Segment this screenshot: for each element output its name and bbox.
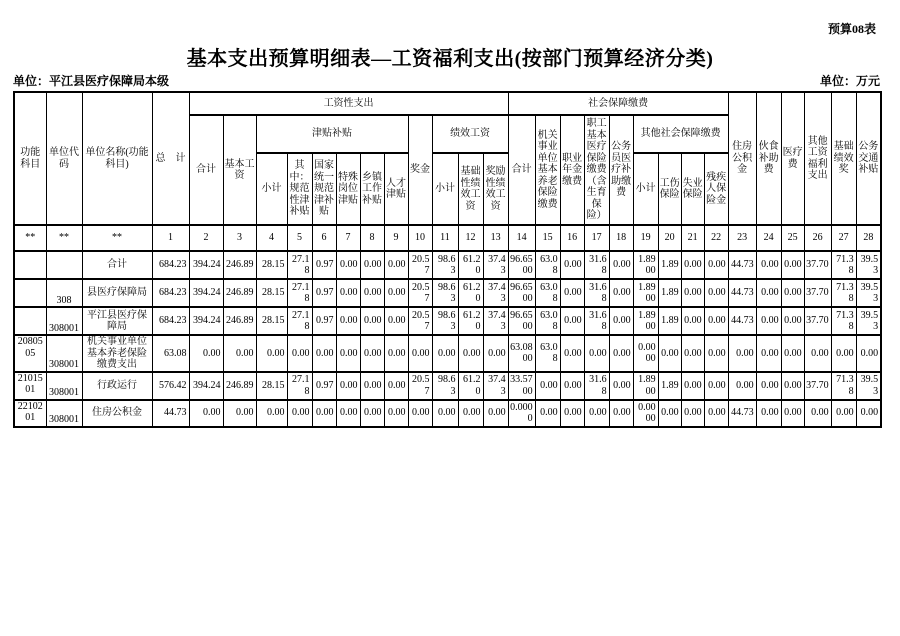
cell-value: 0.00 xyxy=(658,335,681,372)
cell-value: 0.00 xyxy=(560,279,584,307)
cell-value: 28.15 xyxy=(256,307,287,335)
column-index-5: 5 xyxy=(287,225,312,251)
header-allowance-township: 乡镇工作补贴 xyxy=(360,153,384,225)
cell-value: 0.00 xyxy=(609,335,633,372)
cell-value: 0.00 xyxy=(336,307,360,335)
cell-value: 0.97 xyxy=(312,372,336,400)
cell-value: 0.00 xyxy=(728,335,756,372)
cell-value: 246.89 xyxy=(223,307,256,335)
cell-value: 0.00 xyxy=(609,279,633,307)
column-index-6: 6 xyxy=(312,225,336,251)
page-title: 基本支出预算明细表—工资福利支出(按部门预算经济分类) xyxy=(186,48,714,70)
header-allowance-subtotal: 小计 xyxy=(256,153,287,225)
cell-value: 394.24 xyxy=(189,251,223,279)
cell-value: 0.00 xyxy=(189,400,223,427)
cell-functional-code: 2210201 xyxy=(14,400,46,427)
cell-value: 1.89 xyxy=(658,251,681,279)
cell-value: 0.00 xyxy=(432,335,458,372)
cell-value: 61.20 xyxy=(458,307,483,335)
cell-value: 0.00 xyxy=(704,400,728,427)
cell-unit-name: 机关事业单位基本养老保险缴费支出 xyxy=(82,335,152,372)
cell-functional-code xyxy=(14,279,46,307)
cell-value: 37.43 xyxy=(483,251,508,279)
cell-value: 394.24 xyxy=(189,307,223,335)
cell-value: 246.89 xyxy=(223,372,256,400)
cell-value: 61.20 xyxy=(458,251,483,279)
cell-value: 0.00 xyxy=(756,372,781,400)
header-functional-subject: 功能科目 xyxy=(14,92,46,225)
column-index-15: 15 xyxy=(535,225,560,251)
column-index-26: 26 xyxy=(804,225,831,251)
cell-value: 0.00 xyxy=(781,307,804,335)
cell-value: 28.15 xyxy=(256,251,287,279)
cell-value: 0.00 xyxy=(360,279,384,307)
header-meal-allowance: 伙食补助费 xyxy=(756,92,781,225)
cell-value: 71.38 xyxy=(831,372,856,400)
cell-value: 20.57 xyxy=(408,279,432,307)
cell-value: 0.00 xyxy=(560,335,584,372)
cell-value: 0.00 xyxy=(458,335,483,372)
column-index-21: 21 xyxy=(681,225,704,251)
cell-value: 0.00 xyxy=(781,251,804,279)
header-allowance-special-post: 特殊岗位津贴 xyxy=(336,153,360,225)
cell-value: 394.24 xyxy=(189,279,223,307)
cell-value: 0.00 xyxy=(781,279,804,307)
cell-unit-code: 308001 xyxy=(46,307,82,335)
cell-value: 37.43 xyxy=(483,307,508,335)
cell-value: 31.68 xyxy=(584,251,609,279)
column-index-unit-name: ** xyxy=(82,225,152,251)
budget-table xyxy=(13,91,882,428)
column-index-16: 16 xyxy=(560,225,584,251)
column-index-7: 7 xyxy=(336,225,360,251)
column-index-4: 4 xyxy=(256,225,287,251)
cell-value: 0.00 xyxy=(781,335,804,372)
header-wage-total: 合计 xyxy=(189,115,223,225)
cell-value: 0.00 xyxy=(384,400,408,427)
cell-value: 0.00 xyxy=(756,335,781,372)
cell-value: 63.0800 xyxy=(508,335,535,372)
cell-value: 71.38 xyxy=(831,307,856,335)
cell-value: 37.70 xyxy=(804,279,831,307)
column-index-28: 28 xyxy=(856,225,881,251)
cell-value: 96.6500 xyxy=(508,279,535,307)
cell-value: 31.68 xyxy=(584,279,609,307)
header-allowance-national: 国家统一规范津补贴 xyxy=(312,153,336,225)
cell-value: 1.89 xyxy=(658,307,681,335)
cell-value: 27.18 xyxy=(287,279,312,307)
cell-unit-name: 住房公积金 xyxy=(82,400,152,427)
cell-value: 37.43 xyxy=(483,279,508,307)
cell-value: 39.53 xyxy=(856,279,881,307)
cell-value: 28.15 xyxy=(256,372,287,400)
cell-value: 0.00 xyxy=(360,400,384,427)
cell-value: 37.70 xyxy=(804,251,831,279)
cell-value: 20.57 xyxy=(408,372,432,400)
cell-value: 394.24 xyxy=(189,372,223,400)
cell-value: 0.00 xyxy=(432,400,458,427)
cell-unit-code xyxy=(46,251,82,279)
header-perf-basic: 基础性绩效工资 xyxy=(458,153,483,225)
cell-value: 0.00 xyxy=(681,251,704,279)
cell-value: 0.0000 xyxy=(633,400,658,427)
cell-value: 0.00 xyxy=(560,251,584,279)
unit-currency-label: 单位：万元 xyxy=(819,74,880,88)
table-row xyxy=(14,279,881,307)
form-id-label: 预算08表 xyxy=(827,22,876,36)
cell-value: 44.73 xyxy=(728,307,756,335)
cell-value: 98.63 xyxy=(432,372,458,400)
cell-value: 0.00 xyxy=(560,307,584,335)
meta-row xyxy=(13,72,880,89)
cell-value: 684.23 xyxy=(152,251,189,279)
cell-value: 0.00 xyxy=(408,400,432,427)
cell-value: 1.8900 xyxy=(633,251,658,279)
cell-value: 0.00 xyxy=(189,335,223,372)
header-grand-total: 总 计 xyxy=(152,92,189,225)
cell-value: 0.00 xyxy=(756,251,781,279)
cell-value: 0.00 xyxy=(681,307,704,335)
cell-value: 0.00 xyxy=(336,400,360,427)
cell-value: 0.00 xyxy=(287,335,312,372)
header-group-other-social: 其他社会保障缴费 xyxy=(633,115,728,153)
cell-value: 0.00 xyxy=(312,335,336,372)
header-disability-fund: 残疾人保险金 xyxy=(704,153,728,225)
cell-value: 0.00 xyxy=(609,400,633,427)
cell-value: 63.08 xyxy=(535,251,560,279)
header-allowance-talent: 人才津贴 xyxy=(384,153,408,225)
column-index-24: 24 xyxy=(756,225,781,251)
cell-value: 0.97 xyxy=(312,307,336,335)
table-row xyxy=(14,335,881,372)
cell-unit-name: 县医疗保障局 xyxy=(82,279,152,307)
column-index-14: 14 xyxy=(508,225,535,251)
cell-value: 0.00 xyxy=(756,400,781,427)
header-social-annuity: 职业年金缴费 xyxy=(560,115,584,225)
cell-value: 27.18 xyxy=(287,251,312,279)
cell-value: 96.6500 xyxy=(508,307,535,335)
cell-value: 98.63 xyxy=(432,251,458,279)
cell-value: 33.5700 xyxy=(508,372,535,400)
table-row xyxy=(14,251,881,279)
cell-value: 20.57 xyxy=(408,307,432,335)
cell-value: 0.00 xyxy=(609,251,633,279)
cell-value: 0.00 xyxy=(584,335,609,372)
cell-value: 0.00 xyxy=(756,279,781,307)
cell-value: 20.57 xyxy=(408,251,432,279)
column-index-9: 9 xyxy=(384,225,408,251)
header-unit-name: 单位名称(功能科目) xyxy=(82,92,152,225)
cell-value: 0.00 xyxy=(681,372,704,400)
cell-value: 63.08 xyxy=(535,335,560,372)
column-index-unit-code: ** xyxy=(46,225,82,251)
cell-value: 39.53 xyxy=(856,251,881,279)
header-group-allowances: 津贴补贴 xyxy=(256,115,408,153)
header-medical-fee: 医疗费 xyxy=(781,92,804,225)
cell-value: 1.89 xyxy=(658,372,681,400)
header-group-social-security: 社会保障缴费 xyxy=(508,92,728,115)
header-unit-code: 单位代码 xyxy=(46,92,82,225)
cell-value: 0.00 xyxy=(336,279,360,307)
header-group-performance-pay: 绩效工资 xyxy=(432,115,508,153)
column-index-func: ** xyxy=(14,225,46,251)
cell-functional-code: 2101501 xyxy=(14,372,46,400)
cell-value: 0.00 xyxy=(781,400,804,427)
cell-value: 44.73 xyxy=(728,400,756,427)
column-index-row xyxy=(14,225,881,251)
cell-value: 98.63 xyxy=(432,307,458,335)
cell-value: 0.00 xyxy=(704,335,728,372)
header-bonus: 奖金 xyxy=(408,115,432,225)
cell-value: 44.73 xyxy=(728,251,756,279)
table-row xyxy=(14,400,881,427)
cell-value: 63.08 xyxy=(152,335,189,372)
cell-unit-code: 308001 xyxy=(46,372,82,400)
cell-value: 0.00 xyxy=(483,335,508,372)
cell-value: 684.23 xyxy=(152,279,189,307)
column-index-20: 20 xyxy=(658,225,681,251)
cell-value: 0.00 xyxy=(856,400,881,427)
cell-value: 0.0000 xyxy=(508,400,535,427)
header-unemployment-insurance: 失业保险 xyxy=(681,153,704,225)
table-row xyxy=(14,372,881,400)
header-other-welfare: 其他工资福利支出 xyxy=(804,92,831,225)
header-social-total: 合计 xyxy=(508,115,535,225)
cell-value: 0.00 xyxy=(804,400,831,427)
cell-value: 0.00 xyxy=(609,372,633,400)
cell-value: 0.00 xyxy=(831,400,856,427)
cell-value: 0.00 xyxy=(560,400,584,427)
cell-functional-code xyxy=(14,251,46,279)
column-index-2: 2 xyxy=(189,225,223,251)
cell-value: 27.18 xyxy=(287,307,312,335)
cell-value: 0.00 xyxy=(535,400,560,427)
cell-functional-code: 2080505 xyxy=(14,335,46,372)
cell-value: 39.53 xyxy=(856,307,881,335)
cell-value: 0.00 xyxy=(336,251,360,279)
header-allowance-standard: 其中：规范性津补贴 xyxy=(287,153,312,225)
cell-value: 0.00 xyxy=(704,279,728,307)
header-social-medical: 职工基本医疗保险缴费（含生育保险） xyxy=(584,115,609,225)
cell-value: 0.00 xyxy=(681,335,704,372)
cell-value: 0.00 xyxy=(256,335,287,372)
cell-value: 0.00 xyxy=(535,372,560,400)
unit-name-label: 单位：平江县医疗保障局本级 xyxy=(13,74,170,88)
column-index-27: 27 xyxy=(831,225,856,251)
column-index-10: 10 xyxy=(408,225,432,251)
cell-value: 0.00 xyxy=(584,400,609,427)
column-index-8: 8 xyxy=(360,225,384,251)
cell-value: 98.63 xyxy=(432,279,458,307)
cell-value: 37.70 xyxy=(804,307,831,335)
cell-value: 37.43 xyxy=(483,372,508,400)
cell-value: 31.68 xyxy=(584,307,609,335)
cell-value: 0.0000 xyxy=(633,335,658,372)
cell-unit-code: 308001 xyxy=(46,335,82,372)
header-basic-perf-award: 基础绩效奖 xyxy=(831,92,856,225)
header-row-1 xyxy=(14,92,881,115)
cell-value: 39.53 xyxy=(856,372,881,400)
cell-value: 0.00 xyxy=(609,307,633,335)
column-index-17: 17 xyxy=(584,225,609,251)
column-index-18: 18 xyxy=(609,225,633,251)
cell-value: 61.20 xyxy=(458,279,483,307)
cell-value: 0.97 xyxy=(312,251,336,279)
cell-value: 0.00 xyxy=(658,400,681,427)
header-other-social-subtotal: 小计 xyxy=(633,153,658,225)
cell-value: 44.73 xyxy=(728,279,756,307)
cell-value: 44.73 xyxy=(152,400,189,427)
cell-value: 1.8900 xyxy=(633,307,658,335)
cell-value: 0.00 xyxy=(360,335,384,372)
cell-value: 0.00 xyxy=(704,372,728,400)
cell-value: 0.00 xyxy=(756,307,781,335)
cell-value: 0.00 xyxy=(681,279,704,307)
cell-value: 0.00 xyxy=(336,335,360,372)
cell-value: 0.00 xyxy=(336,372,360,400)
cell-value: 96.6500 xyxy=(508,251,535,279)
column-index-11: 11 xyxy=(432,225,458,251)
cell-unit-name: 平江县医疗保障局 xyxy=(82,307,152,335)
cell-value: 37.70 xyxy=(804,372,831,400)
header-transport-allowance: 公务交通补贴 xyxy=(856,92,881,225)
cell-value: 63.08 xyxy=(535,307,560,335)
header-social-pension: 机关事业单位基本养老保险缴费 xyxy=(535,115,560,225)
cell-value: 0.00 xyxy=(831,335,856,372)
cell-value: 0.00 xyxy=(384,279,408,307)
header-social-civil-servant-medical: 公务员医疗补助缴费 xyxy=(609,115,633,225)
cell-value: 0.00 xyxy=(681,400,704,427)
cell-value: 71.38 xyxy=(831,251,856,279)
cell-value: 684.23 xyxy=(152,307,189,335)
cell-value: 0.00 xyxy=(704,307,728,335)
cell-value: 0.00 xyxy=(384,335,408,372)
cell-value: 0.00 xyxy=(458,400,483,427)
header-perf-subtotal: 小计 xyxy=(432,153,458,225)
cell-value: 0.00 xyxy=(360,251,384,279)
column-index-19: 19 xyxy=(633,225,658,251)
cell-value: 31.68 xyxy=(584,372,609,400)
cell-value: 71.38 xyxy=(831,279,856,307)
cell-value: 246.89 xyxy=(223,279,256,307)
cell-value: 1.8900 xyxy=(633,279,658,307)
cell-unit-code: 308001 xyxy=(46,400,82,427)
cell-value: 0.00 xyxy=(704,251,728,279)
cell-value: 1.89 xyxy=(658,279,681,307)
table-row xyxy=(14,307,881,335)
cell-value: 0.00 xyxy=(408,335,432,372)
column-index-13: 13 xyxy=(483,225,508,251)
cell-value: 0.00 xyxy=(384,251,408,279)
cell-value: 0.00 xyxy=(223,400,256,427)
cell-value: 0.00 xyxy=(360,372,384,400)
header-housing-fund: 住房公积金 xyxy=(728,92,756,225)
column-index-25: 25 xyxy=(781,225,804,251)
cell-value: 0.00 xyxy=(804,335,831,372)
column-index-23: 23 xyxy=(728,225,756,251)
cell-value: 28.15 xyxy=(256,279,287,307)
cell-value: 0.00 xyxy=(781,372,804,400)
cell-unit-name: 合计 xyxy=(82,251,152,279)
cell-value: 0.00 xyxy=(560,372,584,400)
cell-unit-name: 行政运行 xyxy=(82,372,152,400)
cell-value: 0.00 xyxy=(384,307,408,335)
cell-value: 0.97 xyxy=(312,279,336,307)
cell-value: 63.08 xyxy=(535,279,560,307)
cell-value: 1.8900 xyxy=(633,372,658,400)
column-index-22: 22 xyxy=(704,225,728,251)
cell-value: 0.00 xyxy=(728,372,756,400)
cell-value: 246.89 xyxy=(223,251,256,279)
cell-value: 0.00 xyxy=(856,335,881,372)
cell-value: 0.00 xyxy=(312,400,336,427)
cell-value: 0.00 xyxy=(360,307,384,335)
cell-value: 61.20 xyxy=(458,372,483,400)
cell-value: 0.00 xyxy=(384,372,408,400)
cell-value: 0.00 xyxy=(287,400,312,427)
column-index-3: 3 xyxy=(223,225,256,251)
cell-value: 576.42 xyxy=(152,372,189,400)
cell-functional-code xyxy=(14,307,46,335)
column-index-12: 12 xyxy=(458,225,483,251)
column-index-1: 1 xyxy=(152,225,189,251)
header-basic-wage: 基本工资 xyxy=(223,115,256,225)
cell-value: 0.00 xyxy=(223,335,256,372)
cell-unit-code: 308 xyxy=(46,279,82,307)
header-perf-reward: 奖励性绩效工资 xyxy=(483,153,508,225)
cell-value: 0.00 xyxy=(256,400,287,427)
cell-value: 27.18 xyxy=(287,372,312,400)
cell-value: 0.00 xyxy=(483,400,508,427)
header-injury-insurance: 工伤保险 xyxy=(658,153,681,225)
header-group-wage-expenditure: 工资性支出 xyxy=(189,92,508,115)
